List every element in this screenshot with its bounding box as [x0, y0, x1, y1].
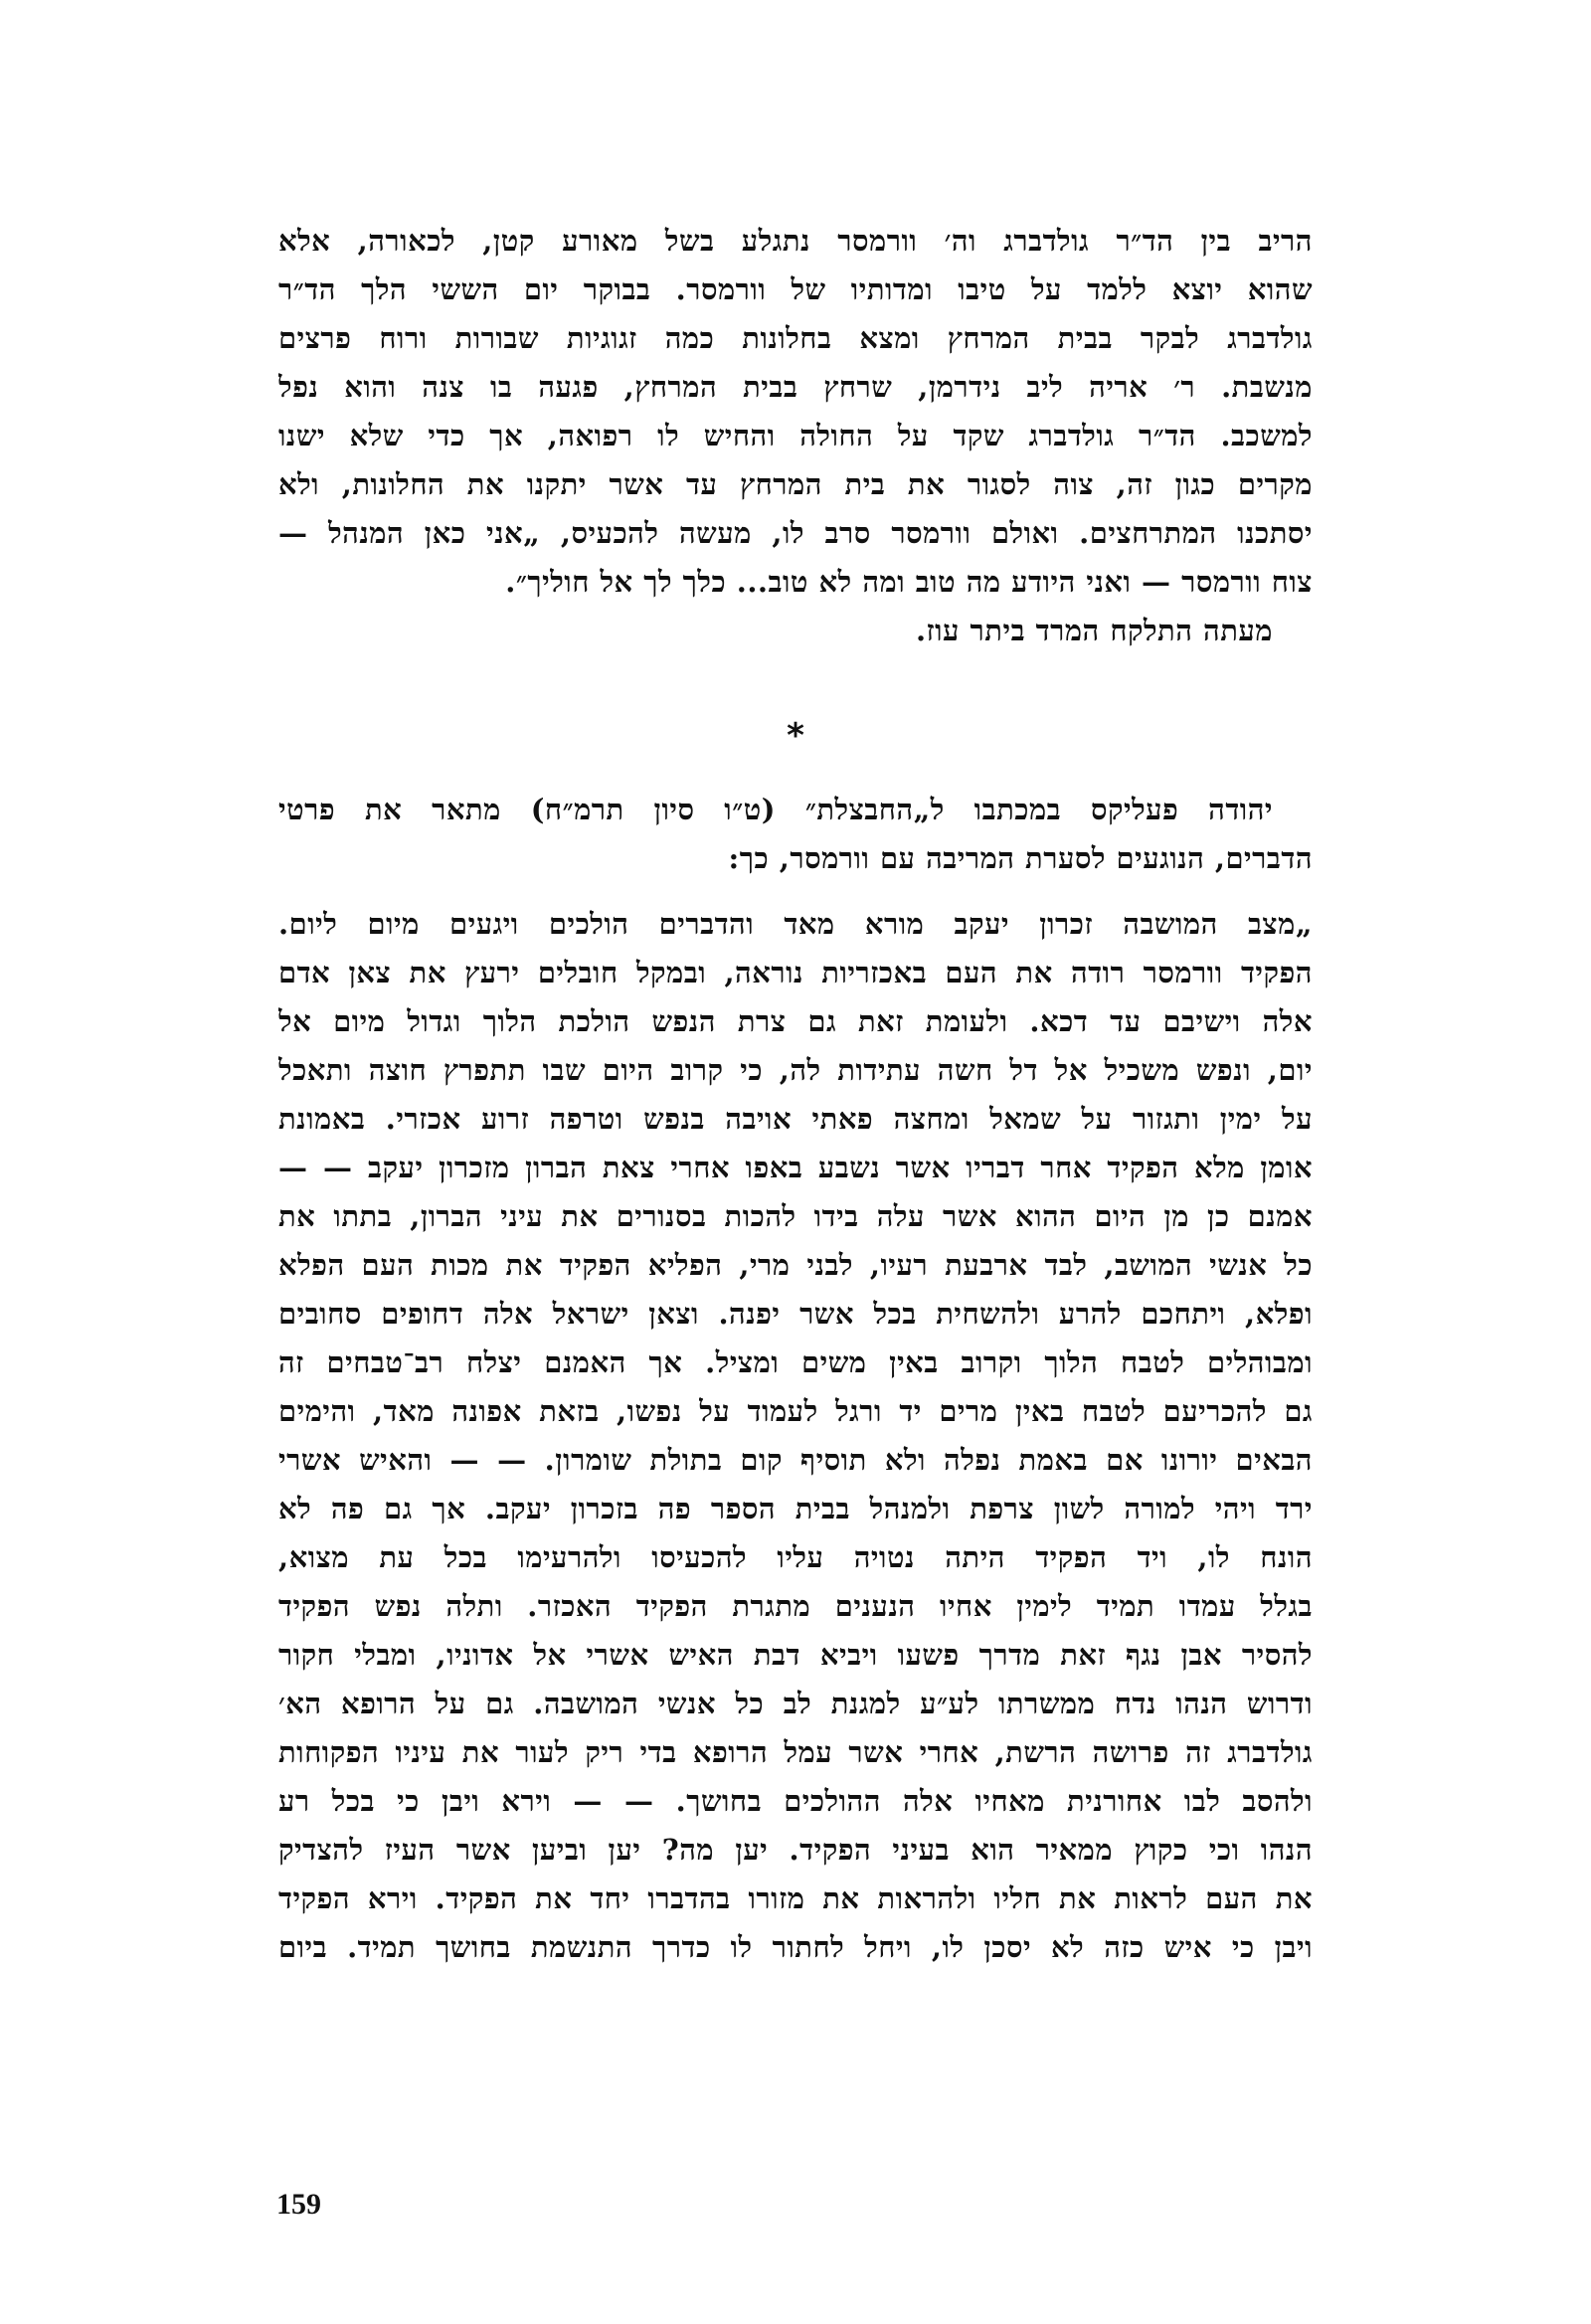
- text-line: יסתכנו המתרחצים. ואולם וורמסר סרב לו, מעשה להכעיס, „אני כאן המנהל —: [278, 516, 1313, 550]
- text-line: להסיר אבן נגף זאת מדרך פשעו ויביא דבת האיש אשרי אל אדוניו, ומבלי חקור: [278, 1638, 1313, 1672]
- text-line: גולדברג לבקר בבית המרחץ ומצא בחלונות כמה זגוגיות שבורות ורוח פרצים: [278, 321, 1313, 355]
- paragraph-felix-letter-quote: [278, 900, 1313, 1972]
- text-line: כל אנשי המושב, לבד ארבעת רעיו, לבני מרי, הפליא הפקיד את מכות העם הפלא: [278, 1248, 1313, 1282]
- text-line: מנשבת. ר׳ אריה ליב נידרמן, שרחץ בבית המרחץ, פגעה בו צנה והוא נפל: [278, 370, 1313, 404]
- text-line: מקרים כגון זה, צוה לסגור את בית המרחץ עד אשר יתקנו את החלונות, ולא: [278, 467, 1313, 501]
- paragraph-revolt-flared: [278, 607, 1313, 655]
- text-line: ודרוש הנהו נדח ממשרתו לע״ע למגנת לב כל אנשי המושבה. גם על הרופא הא׳: [278, 1687, 1313, 1720]
- text-line: צוח וורמסר — ואני היודע מה טוב ומה לא טוב... כלך לך אל חוליך״.: [505, 565, 1313, 599]
- paragraph-felix-letter-intro: [278, 786, 1313, 883]
- text-line: הריב בין הד״ר גולדברג וה׳ וורמסר נתגלע בשל מאורע קטן, לכאורה, אלא: [278, 224, 1313, 258]
- section-separator-asterisk: *: [787, 716, 804, 756]
- text-line: ירד ויהי למורה לשון צרפת ולמנהל בבית הספר פה בזכרון יעקב. אך גם פה לא: [278, 1492, 1313, 1525]
- text-line: מעתה התלקח המרד ביתר עוז.: [915, 614, 1273, 647]
- text-line: אמנם כן מן היום ההוא אשר עלה בידו להכות בסנורים את עיני הברון, בתתו את: [278, 1199, 1313, 1233]
- text-line: על ימין ותגזור על שמאל ומחצה פאתי אויבה בנפש וטרפה זרוע אכזרי. באמונת: [278, 1102, 1313, 1136]
- paragraph-goldberg-wormser-quarrel: [278, 217, 1313, 607]
- text-line: שהוא יוצא ללמד על טיבו ומדותיו של וורמסר. בבוקר יום הששי הלך הד״ר: [278, 272, 1313, 306]
- text-line: הדברים, הנוגעים לסערת המריבה עם וורמסר, כך:: [728, 841, 1313, 875]
- text-line: הונח לו, ויד הפקיד היתה נטויה עליו להכעיסו ולהרעימו בכל עת מצוא,: [278, 1540, 1313, 1574]
- text-line: גם להכריעם לטבח באין מרים יד ורגל לעמוד על נפשו, בזאת אפונה מאד, והימים: [278, 1394, 1313, 1428]
- text-line: הבאים יורונו אם באמת נפלה ולא תוסיף קום בתולת שומרון. — — והאיש אשרי: [278, 1443, 1313, 1477]
- text-line: אומן מלא הפקיד אחר דבריו אשר נשבע באפו אחרי צאת הברון מזכרון יעקב — —: [278, 1151, 1313, 1184]
- text-line: יום, ונפש משכיל אל דל חשה עתידות לה, כי קרוב היום שבו תתפרץ חוצה ותאכל: [278, 1053, 1313, 1087]
- text-line: „מצב המושבה זכרון יעקב מורא מאד והדברים הולכים ויגעים מיום ליום.: [278, 907, 1313, 941]
- text-line: את העם לראות את חליו ולהראות את מזורו בהדברו יחד את הפקיד. וירא הפקיד: [278, 1881, 1313, 1915]
- text-line: ופלא, ויתחכם להרע ולהשחית בכל אשר יפנה. וצאן ישראל אלה דחופים סחובים: [278, 1297, 1313, 1331]
- text-line: אלה וישיבם עד דכא. ולעומת זאת גם צרת הנפש הולכת הלוך וגדול מיום אל: [278, 1004, 1313, 1038]
- text-line: למשכב. הד״ר גולדברג שקד על החולה והחיש לו רפואה, אך כדי שלא ישנו: [278, 419, 1313, 452]
- text-line: בגלל עמדו תמיד לימין אחיו הנענים מתגרת הפקיד האכזר. ותלה נפש הפקיד: [278, 1589, 1313, 1623]
- text-line: הפקיד וורמסר רודה את העם באכזריות נוראה, ובמקל חובלים ירעץ את צאן אדם: [278, 956, 1313, 989]
- text-line: ומבוהלים לטבח הלוך וקרוב באין משים ומציל. אך האמנם יצלח רב־טבחים זה: [278, 1345, 1313, 1379]
- text-line: ויבן כי איש כזה לא יסכן לו, ויחל לחתור לו כדרך התנשמת בחושך תמיד. ביום: [278, 1930, 1313, 1964]
- page-number: 159: [276, 2188, 321, 2221]
- text-line: הנהו וכי כקוץ ממאיר הוא בעיני הפקיד. יען מה? יען וביען אשר העיז להצדיק: [278, 1833, 1313, 1867]
- text-line: ולהסב לבו אחורנית מאחיו אלה ההולכים בחושך. — — וירא ויבן כי בכל רע: [278, 1784, 1313, 1818]
- text-line: גולדברג זה פרושה הרשת, אחרי אשר עמל הרופא בדי ריק לעור את עיניו הפקוחות: [278, 1735, 1313, 1769]
- text-line: יהודה פעליקס במכתבו ל„החבצלת״ (ט״ו סיון תרמ״ח) מתאר את פרטי: [278, 793, 1273, 826]
